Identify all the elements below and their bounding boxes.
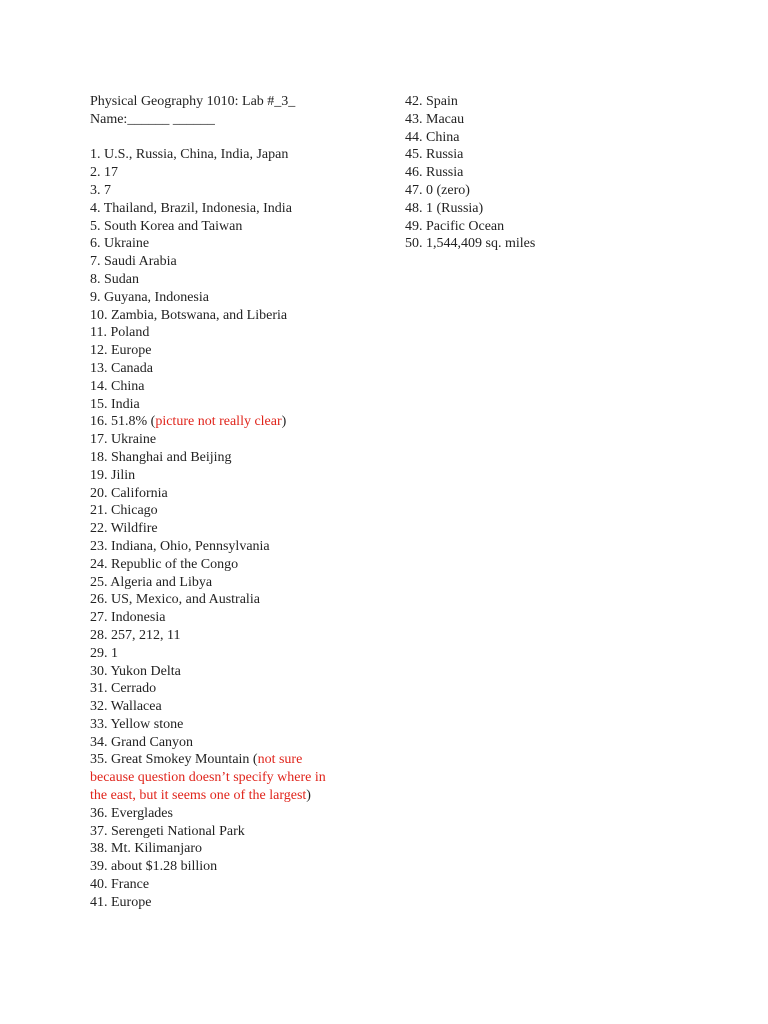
- answer-35-text: 35. Great Smokey Mountain (: [90, 752, 258, 768]
- answer-4: 4. Thailand, Brazil, Indonesia, India: [90, 200, 292, 216]
- answer-5: 5. South Korea and Taiwan: [90, 218, 243, 234]
- answer-18: 18. Shanghai and Beijing: [90, 449, 232, 465]
- answer-46: 46. Russia: [405, 165, 464, 181]
- answer-16-text: 16. 51.8% (: [90, 414, 156, 430]
- answer-35-close: ): [306, 788, 311, 804]
- answer-22: 22. Wildfire: [90, 521, 158, 537]
- answer-39: 39. about $1.28 billion: [90, 859, 218, 875]
- answer-1: 1. U.S., Russia, China, India, Japan: [90, 147, 289, 163]
- answer-23: 23. Indiana, Ohio, Pennsylvania: [90, 538, 270, 554]
- answer-42: 42. Spain: [405, 94, 458, 109]
- answer-17: 17. Ukraine: [90, 432, 157, 448]
- blank-line: [90, 129, 390, 147]
- answer-27: 27. Indonesia: [90, 610, 166, 626]
- answer-26: 26. US, Mexico, and Australia: [90, 592, 260, 608]
- answer-24: 24. Republic of the Congo: [90, 556, 239, 572]
- answer-37: 37. Serengeti National Park: [90, 823, 245, 839]
- answer-50: 50. 1,544,409 sq. miles: [405, 236, 536, 252]
- answer-21: 21. Chicago: [90, 503, 158, 519]
- answer-40: 40. France: [90, 877, 150, 893]
- answer-10: 10. Zambia, Botswana, and Liberia: [90, 307, 288, 323]
- answer-44: 44. China: [405, 129, 460, 145]
- answer-34: 34. Grand Canyon: [90, 734, 194, 750]
- answer-11: 11. Poland: [90, 325, 150, 341]
- name-line: Name:______ ______: [90, 111, 215, 127]
- answer-28: 28. 257, 212, 11: [90, 627, 181, 643]
- answer-2: 2. 17: [90, 165, 118, 181]
- answer-35-line-3: [90, 787, 390, 805]
- answer-43: 43. Macau: [405, 111, 465, 127]
- answer-16-close: ): [281, 414, 287, 430]
- answer-6: 6. Ukraine: [90, 236, 150, 252]
- answer-35-annotation-1: not sure: [257, 752, 303, 768]
- answer-47: 47. 0 (zero): [405, 182, 470, 198]
- answer-16-annotation: picture not really clear: [155, 414, 282, 430]
- answer-35-annotation-2: because question doesn’t specify where in: [90, 770, 326, 786]
- answer-3: 3. 7: [90, 182, 111, 198]
- answer-12: 12. Europe: [90, 343, 152, 359]
- answer-49: 49. Pacific Ocean: [405, 218, 505, 234]
- answer-29: 29. 1: [90, 645, 118, 661]
- answer-25: 25. Algeria and Libya: [90, 574, 213, 590]
- answer-15: 15. India: [90, 396, 140, 412]
- answer-16: [90, 413, 390, 431]
- answer-13: 13. Canada: [90, 360, 153, 376]
- answer-36: 36. Everglades: [90, 805, 173, 821]
- answer-35-annotation-3: the east, but it seems one of the largest: [90, 788, 307, 804]
- answer-19: 19. Jilin: [90, 467, 136, 483]
- answer-14: 14. China: [90, 378, 145, 394]
- answer-30: 30. Yukon Delta: [90, 663, 181, 679]
- answer-38: 38. Mt. Kilimanjaro: [90, 841, 202, 857]
- answer-7: 7. Saudi Arabia: [90, 254, 177, 270]
- document-title: Physical Geography 1010: Lab #_3_: [90, 94, 296, 109]
- left-column: [90, 93, 390, 912]
- answer-33: 33. Yellow stone: [90, 716, 184, 732]
- answer-31: 31. Cerrado: [90, 681, 157, 697]
- answer-35: [90, 751, 390, 769]
- answer-8: 8. Sudan: [90, 271, 139, 287]
- answer-45: 45. Russia: [405, 147, 464, 163]
- answer-48: 48. 1 (Russia): [405, 200, 484, 216]
- answer-41: 41. Europe: [90, 894, 152, 910]
- answer-9: 9. Guyana, Indonesia: [90, 289, 209, 305]
- right-column: [405, 93, 705, 253]
- answer-32: 32. Wallacea: [90, 699, 162, 715]
- answer-20: 20. California: [90, 485, 168, 501]
